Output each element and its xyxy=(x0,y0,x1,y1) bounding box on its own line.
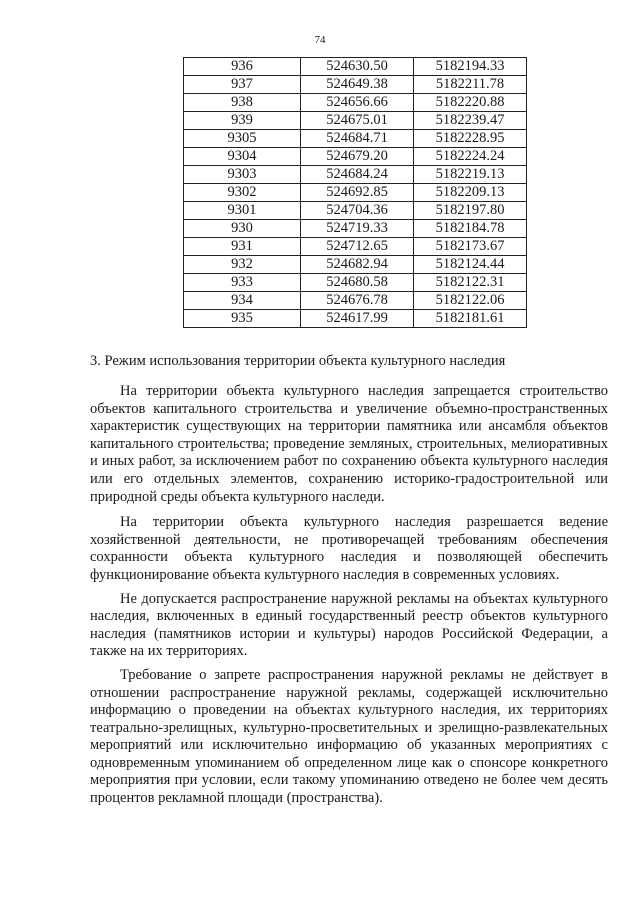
point-number-cell: 9303 xyxy=(184,166,301,184)
y-coordinate-cell: 5182124.44 xyxy=(414,256,527,274)
y-coordinate-cell: 5182181.61 xyxy=(414,310,527,328)
table-row xyxy=(184,76,527,94)
point-number-cell: 9301 xyxy=(184,202,301,220)
table-row xyxy=(184,184,527,202)
x-coordinate-cell: 524684.24 xyxy=(301,166,414,184)
y-coordinate-cell: 5182173.67 xyxy=(414,238,527,256)
x-coordinate-cell: 524684.71 xyxy=(301,130,414,148)
table-row xyxy=(184,292,527,310)
x-coordinate-cell: 524704.36 xyxy=(301,202,414,220)
table-row xyxy=(184,148,527,166)
x-coordinate-cell: 524712.65 xyxy=(301,238,414,256)
x-coordinate-cell: 524680.58 xyxy=(301,274,414,292)
x-coordinate-cell: 524692.85 xyxy=(301,184,414,202)
paragraph-advertising-ban: Не допускается распространение наружной рекламы на объектах культурного наследия, включенных в единый государственный реестр объектов культурного наследия (памятников истории и культуры) народов Российской Федерации, а также на их территориях. xyxy=(90,590,608,660)
table-row xyxy=(184,94,527,112)
paragraph-advertising-exception: Требование о запрете распространения наружной рекламы не действует в отношении распространение наружной рекламы, содержащей исключительно информацию о проведении на объектах культурного наследия, их территориях театрально-зрелищных, культурно-просветительных и зрелищно-развлекательных мероприятий или исключительно информацию об указанных мероприятиях с одновременным упоминанием об определенном лице как о спонсоре конкретного мероприятия при условии, если такому упоминанию отведено не более чем десять процентов рекламной площади (пространства). xyxy=(90,666,608,807)
y-coordinate-cell: 5182219.13 xyxy=(414,166,527,184)
y-coordinate-cell: 5182211.78 xyxy=(414,76,527,94)
point-number-cell: 939 xyxy=(184,112,301,130)
x-coordinate-cell: 524719.33 xyxy=(301,220,414,238)
y-coordinate-cell: 5182239.47 xyxy=(414,112,527,130)
point-number-cell: 935 xyxy=(184,310,301,328)
coordinates-table xyxy=(183,57,527,328)
point-number-cell: 933 xyxy=(184,274,301,292)
table-row xyxy=(184,256,527,274)
table-row xyxy=(184,274,527,292)
x-coordinate-cell: 524617.99 xyxy=(301,310,414,328)
y-coordinate-cell: 5182224.24 xyxy=(414,148,527,166)
point-number-cell: 936 xyxy=(184,58,301,76)
section-title: 3. Режим использования территории объекта культурного наследия xyxy=(90,353,506,369)
point-number-cell: 9305 xyxy=(184,130,301,148)
table-row xyxy=(184,202,527,220)
y-coordinate-cell: 5182194.33 xyxy=(414,58,527,76)
point-number-cell: 930 xyxy=(184,220,301,238)
page-number: 74 xyxy=(314,34,326,46)
x-coordinate-cell: 524682.94 xyxy=(301,256,414,274)
x-coordinate-cell: 524630.50 xyxy=(301,58,414,76)
x-coordinate-cell: 524656.66 xyxy=(301,94,414,112)
paragraph-prohibitions: На территории объекта культурного наследия запрещается строительство объектов капитального строительства и увеличение объемно-пространственных характеристик существующих на территории памятника или ансамбля объектов капитального строительства; проведение земляных, строительных, мелиоративных и иных работ, за исключением работ по сохранению объекта культурного наследия или его отдельных элементов, сохранению историко-градостроительной или природной среды объекта культурного наследи. xyxy=(90,383,608,505)
y-coordinate-cell: 5182228.95 xyxy=(414,130,527,148)
table-row xyxy=(184,220,527,238)
y-coordinate-cell: 5182209.13 xyxy=(414,184,527,202)
x-coordinate-cell: 524649.38 xyxy=(301,76,414,94)
point-number-cell: 931 xyxy=(184,238,301,256)
paragraph-permitted-activity: На территории объекта культурного наследия разрешается ведение хозяйственной деятельности, не противоречащей требованиям обеспечения сохранности объекта культурного наследия и позволяющей обеспечить функционирование объекта культурного наследия в современных условиях. xyxy=(90,514,608,583)
table-row xyxy=(184,58,527,76)
table-row xyxy=(184,238,527,256)
point-number-cell: 9302 xyxy=(184,184,301,202)
y-coordinate-cell: 5182197.80 xyxy=(414,202,527,220)
point-number-cell: 934 xyxy=(184,292,301,310)
point-number-cell: 932 xyxy=(184,256,301,274)
table-row xyxy=(184,310,527,328)
table-row xyxy=(184,112,527,130)
y-coordinate-cell: 5182122.31 xyxy=(414,274,527,292)
y-coordinate-cell: 5182184.78 xyxy=(414,220,527,238)
point-number-cell: 938 xyxy=(184,94,301,112)
x-coordinate-cell: 524679.20 xyxy=(301,148,414,166)
x-coordinate-cell: 524675.01 xyxy=(301,112,414,130)
point-number-cell: 937 xyxy=(184,76,301,94)
y-coordinate-cell: 5182220.88 xyxy=(414,94,527,112)
table-row xyxy=(184,166,527,184)
table-row xyxy=(184,130,527,148)
x-coordinate-cell: 524676.78 xyxy=(301,292,414,310)
y-coordinate-cell: 5182122.06 xyxy=(414,292,527,310)
point-number-cell: 9304 xyxy=(184,148,301,166)
coordinates-table-body xyxy=(184,58,527,328)
section-body xyxy=(90,383,608,816)
